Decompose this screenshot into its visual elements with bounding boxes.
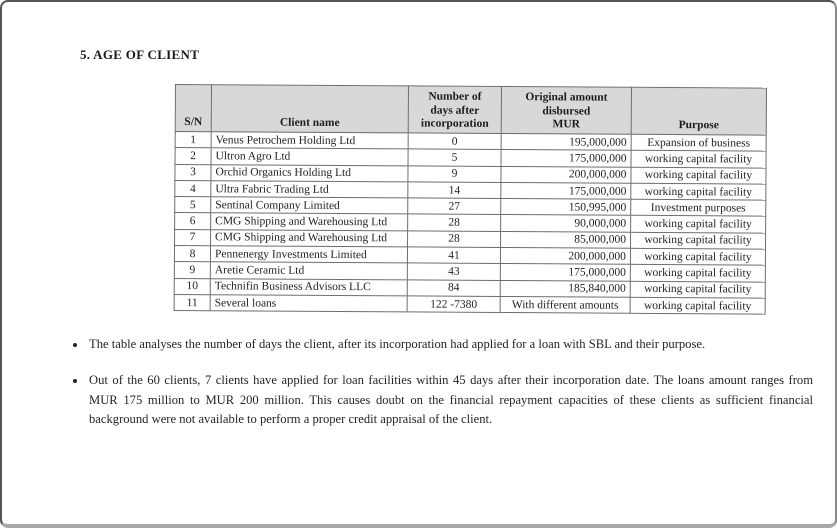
cell-name: Sentinal Company Limited [211, 197, 408, 214]
cell-amount: 175,000,000 [500, 264, 630, 281]
cell-sn: 1 [175, 132, 211, 149]
page-content [2, 2, 835, 429]
cell-purpose: working capital facility [631, 232, 766, 249]
cell-amount: 185,840,000 [500, 280, 630, 297]
cell-days: 9 [408, 166, 501, 183]
cell-sn: 10 [174, 278, 210, 295]
cell-name: Aretie Ceramic Ltd [210, 262, 407, 279]
age-of-client-table [174, 84, 767, 315]
cell-amount: 200,000,000 [501, 166, 631, 183]
column-header-sn: S/N [175, 85, 211, 132]
cell-name: Ultra Fabric Trading Ltd [211, 181, 408, 198]
cell-days: 14 [408, 182, 501, 199]
column-header-purpose: Purpose [631, 87, 766, 135]
cell-amount: With different amounts [500, 296, 630, 313]
cell-purpose: Investment purposes [631, 199, 766, 216]
cell-days: 5 [408, 149, 501, 166]
cell-name: Technifin Business Advisors LLC [210, 278, 407, 295]
cell-name: Venus Petrochem Holding Ltd [211, 132, 408, 149]
cell-purpose: Expansion of business [631, 134, 766, 151]
cell-name: CMG Shipping and Warehousing Ltd [211, 230, 408, 247]
cell-sn: 8 [174, 246, 210, 263]
cell-days: 27 [408, 198, 501, 215]
cell-days: 0 [408, 133, 501, 150]
cell-sn: 9 [174, 262, 210, 279]
cell-purpose: working capital facility [631, 216, 766, 233]
cell-days: 84 [407, 280, 500, 297]
cell-days: 28 [408, 214, 501, 231]
cell-sn: 5 [175, 197, 211, 214]
cell-purpose: working capital facility [631, 151, 766, 168]
cell-days: 122 -7380 [407, 296, 500, 313]
notes-list [64, 335, 813, 429]
cell-amount: 85,000,000 [501, 231, 631, 248]
cell-name: Ultron Agro Ltd [211, 148, 408, 165]
table-row [174, 294, 765, 314]
cell-days: 43 [407, 263, 500, 280]
cell-name: CMG Shipping and Warehousing Ltd [211, 213, 408, 230]
cell-name: Orchid Organics Holding Ltd [211, 164, 408, 181]
cell-days: 28 [408, 231, 501, 248]
note-item: • The table analyses the number of days the client, after its incorporation had applied for a loan with SBL and their purpose. [87, 335, 813, 354]
cell-amount: 200,000,000 [500, 248, 630, 265]
table-header-row [175, 85, 766, 136]
cell-amount: 175,000,000 [501, 182, 631, 199]
section-title: 5. AGE OF CLIENT [80, 47, 200, 62]
column-header-name: Client name [211, 85, 408, 133]
cell-amount: 195,000,000 [501, 133, 631, 150]
cell-days: 41 [407, 247, 500, 264]
cell-amount: 90,000,000 [501, 215, 631, 232]
cell-sn: 11 [174, 294, 210, 311]
column-header-amount: Original amount disbursed MUR [501, 86, 631, 134]
cell-purpose: working capital facility [630, 281, 765, 298]
cell-purpose: working capital facility [630, 297, 765, 314]
cell-purpose: working capital facility [630, 248, 765, 265]
cell-purpose: working capital facility [631, 183, 766, 200]
cell-purpose: working capital facility [631, 167, 766, 184]
cell-sn: 2 [175, 148, 211, 165]
column-header-days: Number of days after incorporation [408, 86, 501, 134]
cell-sn: 3 [175, 164, 211, 181]
table-body [174, 132, 766, 315]
table-header [175, 85, 766, 136]
cell-sn: 7 [175, 229, 211, 246]
cell-purpose: working capital facility [630, 265, 765, 282]
cell-sn: 4 [175, 180, 211, 197]
cell-sn: 6 [175, 213, 211, 230]
note-item: • Out of the 60 clients, 7 clients have applied for loan facilities within 45 days after their incorporation date. The loans amount ranges from MUR 175 million to MUR 200 million. This causes doubt on the financial repayment capacities of these clients as sufficient financial background were not available to perform a proper credit appraisal of the client. [87, 371, 813, 428]
cell-amount: 175,000,000 [501, 150, 631, 167]
cell-name: Several loans [210, 295, 407, 312]
cell-amount: 150,995,000 [501, 199, 631, 216]
cell-name: Pennenergy Investments Limited [210, 246, 407, 263]
